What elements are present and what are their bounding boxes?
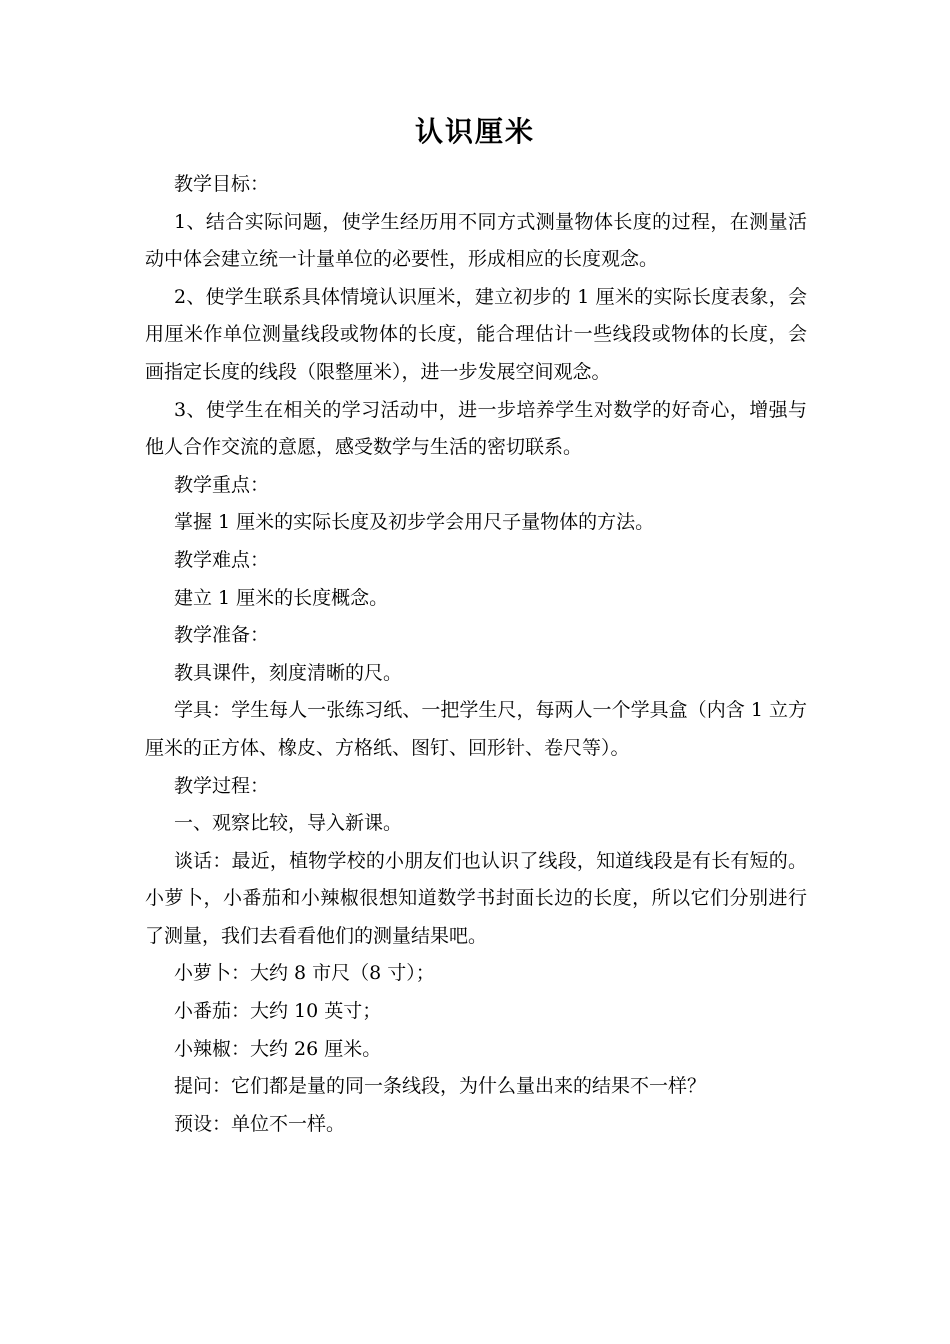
paragraph-teaching-aids: 教具课件，刻度清晰的尺。 bbox=[174, 661, 403, 684]
paragraph-key-points: 掌握 1 厘米的实际长度及初步学会用尺子量物体的方法。 bbox=[174, 511, 655, 534]
paragraph-student-aids: 学具：学生每人一张练习纸、一把学生尺，每两人一个学具盒（内含 1 立方厘米的正方体、橡皮、方格纸、图钉、回形针、卷尺等）。 bbox=[145, 699, 807, 759]
paragraph-difficulties-heading: 教学难点： bbox=[174, 548, 270, 571]
paragraph-objectives-heading: 教学目标： bbox=[174, 173, 270, 195]
document-title: 认识厘米 bbox=[414, 115, 535, 148]
paragraph-expected-answer: 预设：单位不一样。 bbox=[174, 1112, 346, 1135]
paragraph-process-heading: 教学过程： bbox=[174, 774, 270, 797]
paragraph-objective-1: 1、结合实际问题，使学生经历用不同方式测量物体长度的过程，在测量活动中体会建立统一计量单位的必要性，形成相应的长度观念。 bbox=[145, 210, 807, 271]
paragraph-result-pepper: 小辣椒：大约 26 厘米。 bbox=[174, 1037, 382, 1060]
paragraph-objective-2: 2、使学生联系具体情境认识厘米，建立初步的 1 厘米的实际长度表象，会用厘米作单位测量线段或物体的长度，能合理估计一些线段或物体的长度，会画指定长度的线段（限整厘米），进一步发展空间观念。 bbox=[145, 285, 807, 383]
paragraph-result-radish: 小萝卜：大约 8 市尺（8 寸）； bbox=[174, 962, 435, 985]
paragraph-objective-3: 3、使学生在相关的学习活动中，进一步培养学生对数学的好奇心，增强与他人合作交流的意愿，感受数学与生活的密切联系。 bbox=[145, 398, 807, 459]
paragraph-difficulties: 建立 1 厘米的长度概念。 bbox=[174, 586, 389, 609]
document-body bbox=[145, 166, 807, 1143]
paragraph-result-tomato: 小番茄：大约 10 英寸； bbox=[174, 1000, 382, 1023]
paragraph-talk: 谈话：最近，植物学校的小朋友们也认识了线段，知道线段是有长有短的。小萝卜，小番茄和小辣椒很想知道数学书封面长边的长度，所以它们分别进行了测量，我们去看看他们的测量结果吧。 bbox=[145, 849, 807, 947]
paragraph-section-1-heading: 一、观察比较，导入新课。 bbox=[174, 812, 403, 835]
paragraph-key-points-heading: 教学重点： bbox=[174, 473, 270, 496]
paragraph-preparation-heading: 教学准备： bbox=[174, 624, 270, 647]
paragraph-question: 提问：它们都是量的同一条线段，为什么量出来的结果不一样？ bbox=[174, 1075, 707, 1098]
